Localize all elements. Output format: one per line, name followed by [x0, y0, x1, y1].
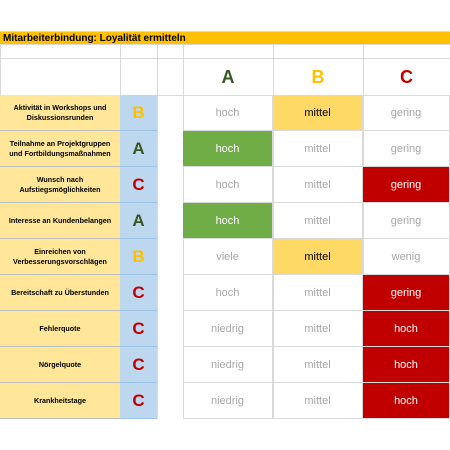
- criterion-label: Fehlerquote: [0, 311, 120, 347]
- value-cell: viele: [183, 239, 273, 275]
- column-header-c: C: [400, 66, 413, 87]
- sheet-title: Mitarbeiterbindung: Loyalität ermitteln: [3, 33, 186, 44]
- grade-cell: C: [120, 167, 157, 203]
- value-cell: niedrig: [183, 383, 273, 419]
- value-cell: hoch: [183, 203, 273, 239]
- grade-cell: B: [120, 239, 157, 275]
- column-header-b: B: [311, 66, 325, 87]
- value-cell: mittel: [273, 95, 363, 131]
- value-cell: gering: [363, 167, 450, 203]
- criterion-label: Aktivität in Workshops und Diskussionsrunden: [0, 95, 120, 131]
- criterion-label: Einreichen von Verbesserungsvorschlägen: [0, 239, 120, 275]
- value-cell: mittel: [273, 311, 363, 347]
- grid-line: [157, 45, 158, 419]
- value-cell: gering: [363, 203, 450, 239]
- value-cell: niedrig: [183, 347, 273, 383]
- value-cell: niedrig: [183, 311, 273, 347]
- value-cell: hoch: [183, 95, 273, 131]
- value-cell: mittel: [273, 275, 363, 311]
- value-cell: gering: [363, 131, 450, 167]
- criterion-label: Bereitschaft zu Überstunden: [0, 275, 120, 311]
- value-cell: gering: [363, 95, 450, 131]
- value-cell: mittel: [273, 347, 363, 383]
- title-bar: [0, 31, 450, 45]
- value-cell: hoch: [183, 275, 273, 311]
- criterion-label: Teilnahme an Projektgruppen und Fortbildungsmaßnahmen: [0, 131, 120, 167]
- value-cell: hoch: [183, 131, 273, 167]
- value-cell: mittel: [273, 239, 363, 275]
- value-cell: hoch: [363, 383, 450, 419]
- value-cell: mittel: [273, 203, 363, 239]
- value-cell: wenig: [363, 239, 450, 275]
- value-cell: hoch: [363, 311, 450, 347]
- grade-cell: C: [120, 275, 157, 311]
- criterion-label: Wunsch nach Aufstiegsmöglichkeiten: [0, 167, 120, 203]
- criterion-label: Interesse an Kundenbelangen: [0, 203, 120, 239]
- column-header-a: A: [221, 66, 235, 87]
- grade-cell: C: [120, 383, 157, 419]
- grade-cell: B: [120, 95, 157, 131]
- value-cell: mittel: [273, 167, 363, 203]
- grid-line: [0, 58, 450, 59]
- value-cell: hoch: [363, 347, 450, 383]
- value-cell: hoch: [183, 167, 273, 203]
- value-cell: mittel: [273, 131, 363, 167]
- value-cell: gering: [363, 275, 450, 311]
- criterion-label: Nörgelquote: [0, 347, 120, 383]
- grade-cell: A: [120, 131, 157, 167]
- grade-cell: A: [120, 203, 157, 239]
- grade-cell: C: [120, 311, 157, 347]
- criterion-label: Krankheitstage: [0, 383, 120, 419]
- value-cell: mittel: [273, 383, 363, 419]
- grade-cell: C: [120, 347, 157, 383]
